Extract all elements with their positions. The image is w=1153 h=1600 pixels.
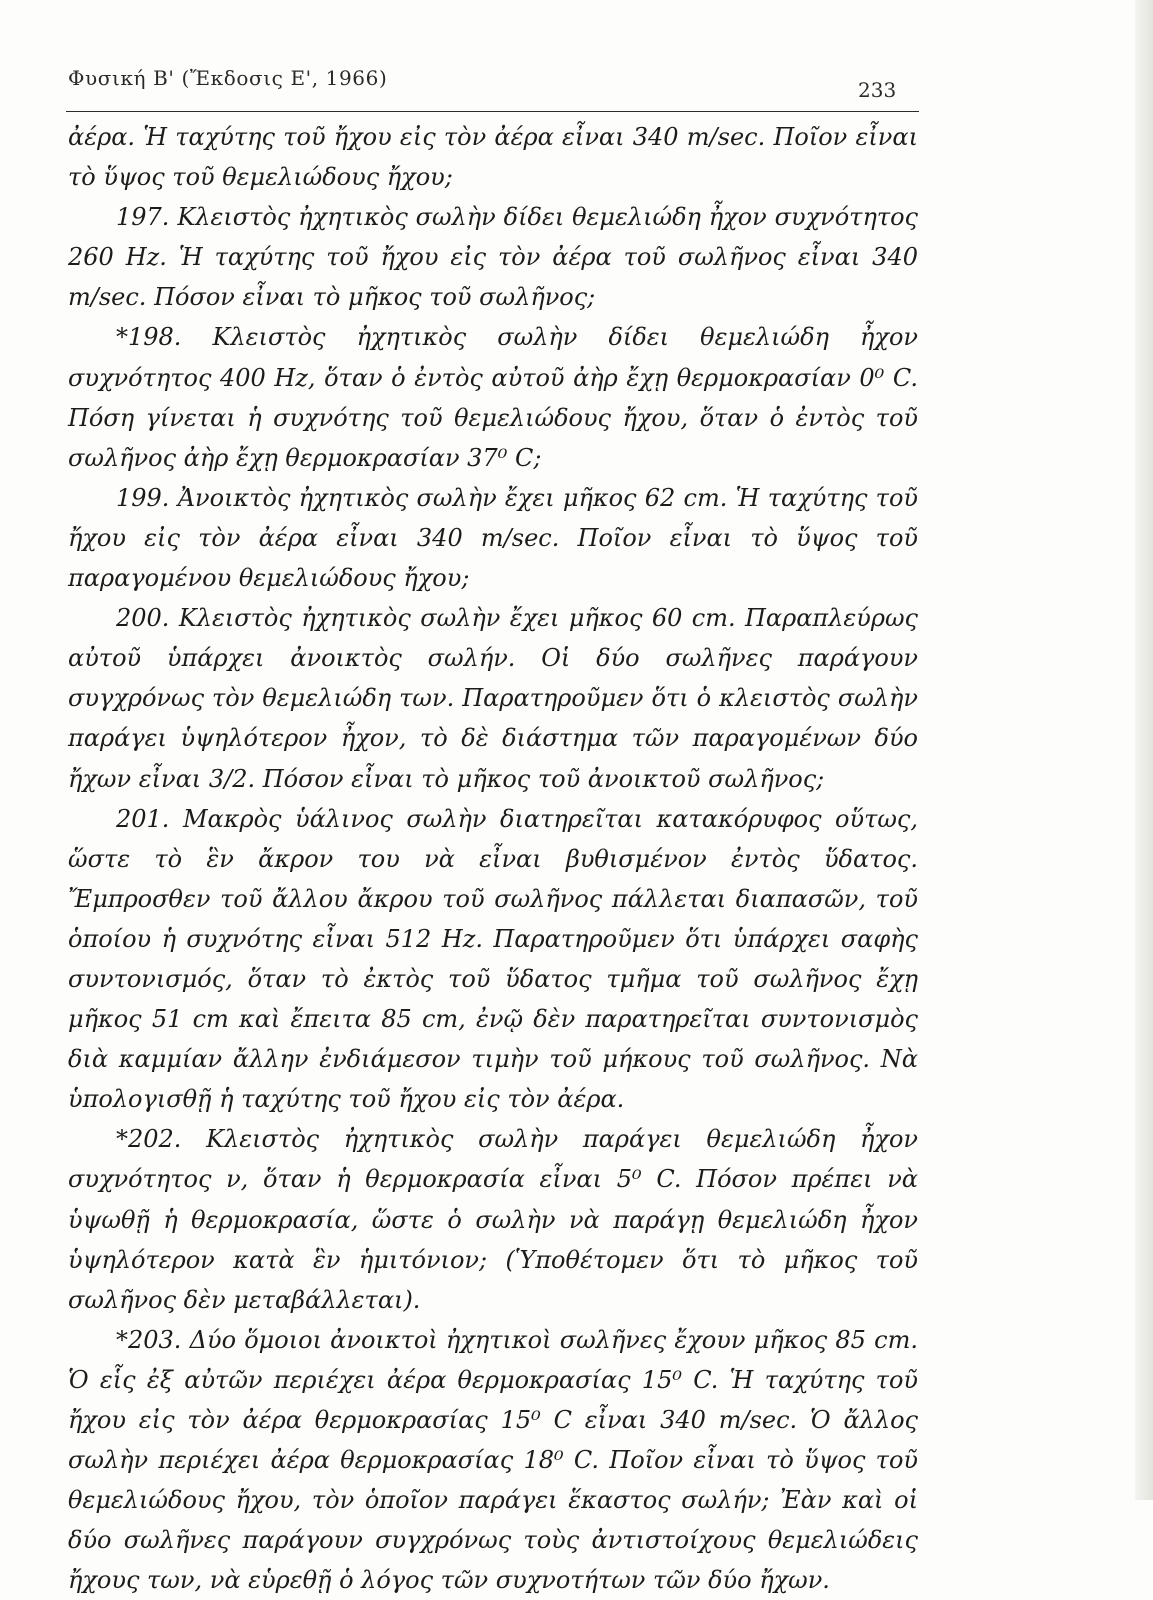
problem-196-continuation xyxy=(68,117,918,197)
problem-text: Ἀνοικτὸς ἠχητικὸς σωλὴν ἔχει μῆκος 62 cm. Ἡ ταχύτης τοῦ ἤχου εἰς τὸν ἀέρα εἶναι 340 m/sec. Ποῖον εἶναι τὸ ὕψος τοῦ παραγομένου θεμελιώδους ἤχου; xyxy=(68,483,918,593)
problem-list xyxy=(68,117,918,1600)
problem-number: *202. xyxy=(116,1125,182,1154)
problem-197 xyxy=(68,197,918,317)
page-number: 233 xyxy=(858,78,897,102)
problem-text: Κλειστὸς ἠχητικὸς σωλὴν παράγει θεμελιώδη ἦχον συχνότητος ν, ὅταν ἡ θερμοκρασία εἶναι 5⁰ C. Πόσον πρέπει νὰ ὑψωθῇ ἡ θερμοκρασία, ὥστε ὁ σωλὴν νὰ παράγῃ θεμελιώδη ἦχον ὑψηλότερον κατὰ ἓν ἡμιτόνιον; (Ὑποθέτομεν ὅτι τὸ μῆκος τοῦ σωλῆνος δὲν μεταβάλλεται). xyxy=(68,1125,918,1314)
problem-number: 197. xyxy=(116,203,170,232)
problem-number: 199. xyxy=(116,483,170,512)
problem-number: *203. xyxy=(116,1325,182,1354)
problem-text: ἀέρα. Ἡ ταχύτης τοῦ ἤχου εἰς τὸν ἀέρα εἶναι 340 m/sec. Ποῖον εἶναι τὸ ὕψος τοῦ θεμελιώδους ἤχου; xyxy=(68,123,918,192)
problem-201 xyxy=(68,799,918,1120)
problem-202 xyxy=(68,1119,918,1319)
problem-text: Κλειστὸς ἠχητικὸς σωλὴν δίδει θεμελιώδη ἦχον συχνότητος 260 Hz. Ἡ ταχύτης τοῦ ἤχου εἰς τὸν ἀέρα τοῦ σωλῆνος εἶναι 340 m/sec. Πόσον εἶναι τὸ μῆκος τοῦ σωλῆνος; xyxy=(68,203,918,312)
problem-199 xyxy=(68,478,918,598)
problem-text: Δύο ὅμοιοι ἀνοικτοὶ ἠχητικοὶ σωλῆνες ἔχουν μῆκος 85 cm. Ὁ εἷς ἐξ αὐτῶν περιέχει ἀέρα θερμοκρασίας 15⁰ C. Ἡ ταχύτης τοῦ ἤχου εἰς τὸν ἀέρα θερμοκρασίας 15⁰ C εἶναι 340 m/sec. Ὁ ἄλλος σωλὴν περιέχει ἀέρα θερμοκρασίας 18⁰ C. Ποῖον εἶναι τὸ ὕψος τοῦ θεμελιώδους ἤχου, τὸν ὁποῖον παράγει ἕκαστος σωλήν; Ἐὰν καὶ οἱ δύο σωλῆνες παράγουν συγχρόνως τοὺς ἀντιστοίχους θεμελιώδεις ἤχους των, νὰ εὑρεθῇ ὁ λόγος τῶν συχνοτήτων τῶν δύο ἤχων. xyxy=(68,1325,918,1595)
running-head: Φυσική Β' (Ἔκδοσις Ε', 1966) xyxy=(68,66,388,90)
problem-text: Κλειστὸς ἠχητικὸς σωλὴν δίδει θεμελιώδη ἦχον συχνότητος 400 Hz, ὅταν ὁ ἐντὸς αὐτοῦ ἀὴρ ἔχῃ θερμοκρασίαν 0⁰ C. Πόση γίνεται ἡ συχνότης τοῦ θεμελιώδους ἤχου, ὅταν ὁ ἐντὸς τοῦ σωλῆνος ἀὴρ ἔχῃ θερμοκρασίαν 37⁰ C; xyxy=(68,323,918,472)
problem-number: *198. xyxy=(116,323,182,352)
problem-text: Μακρὸς ὑάλινος σωλὴν διατηρεῖται κατακόρυφος οὕτως, ὥστε τὸ ἓν ἄκρον του νὰ εἶναι βυθισμένον ἐντὸς ὕδατος. Ἔμπροσθεν τοῦ ἄλλου ἄκρου τοῦ σωλῆνος πάλλεται διαπασῶν, τοῦ ὁποίου ἡ συχνότης εἶναι 512 Hz. Παρατηροῦμεν ὅτι ὑπάρχει σαφὴς συντονισμός, ὅταν τὸ ἐκτὸς τοῦ ὕδατος τμῆμα τοῦ σωλῆνος ἔχῃ μῆκος 51 cm καὶ ἔπειτα 85 cm, ἐνῷ δὲν παρατηρεῖται συντονισμὸς διὰ καμμίαν ἄλλην ἐνδιάμεσον τιμὴν τοῦ μήκους τοῦ σωλῆνος. Νὰ ὑπολογισθῇ ἡ ταχύτης τοῦ ἤχου εἰς τὸν ἀέρα. xyxy=(68,804,918,1114)
scan-page-edge xyxy=(1135,0,1153,1500)
problem-text: Κλειστὸς ἠχητικὸς σωλὴν ἔχει μῆκος 60 cm. Παραπλεύρως αὐτοῦ ὑπάρχει ἀνοικτὸς σωλήν. Οἱ δύο σωλῆνες παράγουν συγχρόνως τὸν θεμελιώδη των. Παρατηροῦμεν ὅτι ὁ κλειστὸς σωλὴν παράγει ὑψηλότερον ἦχον, τὸ δὲ διάστημα τῶν παραγομένων δύο ἤχων εἶναι 3/2. Πόσον εἶναι τὸ μῆκος τοῦ ἀνοικτοῦ σωλῆνος; xyxy=(68,604,918,793)
problem-number: 201. xyxy=(116,804,170,833)
problem-198 xyxy=(68,317,918,477)
problem-number: 200. xyxy=(116,604,170,633)
problem-203 xyxy=(68,1320,918,1600)
header-rule xyxy=(66,111,919,112)
problem-200 xyxy=(68,598,918,798)
